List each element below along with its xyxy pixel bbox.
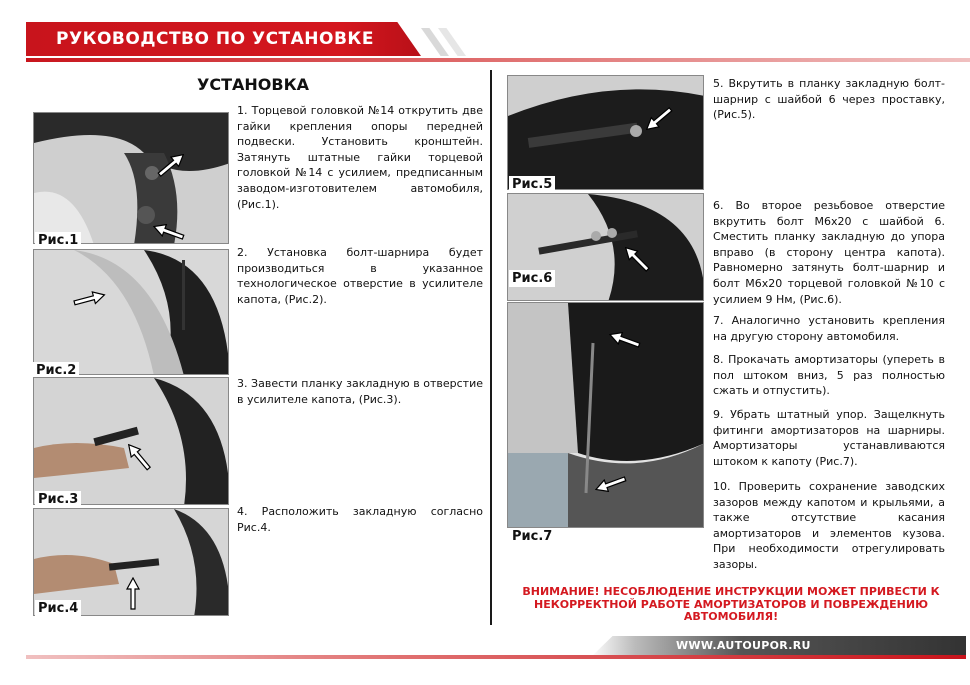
figure-1-label: Рис.1 (35, 232, 81, 249)
figure-2-label: Рис.2 (33, 362, 79, 379)
arrow-icon (126, 577, 140, 611)
footer-url[interactable]: WWW.AUTOUPOR.RU (676, 639, 811, 652)
page-title: РУКОВОДСТВО ПО УСТАНОВКЕ (56, 29, 374, 49)
step-6-text: 6. Во второе резьбовое отверстие вкрутить болт М6х20 с шайбой 6. Сместить планку закладную до упора вправо (в сторону центра капота). Равномерно затянуть болт-шарнир и болт М6х20 торцевой головкой №10 с усилием 9 Нм, (Рис.6). (713, 199, 945, 306)
step-4-text: 4. Расположить закладную согласно Рис.4. (237, 505, 483, 534)
step-10-text: 10. Проверить сохранение заводских зазоров между капотом и крыльями, а также отсутствие касания амортизаторов и элементов кузова. При необходимости отрегулировать зазоры. (713, 480, 945, 571)
step-7-text: 7. Аналогично установить крепления на другую сторону автомобиля. (713, 314, 945, 343)
step-3-text: 3. Завести планку закладную в отверстие в усилителе капота, (Рис.3). (237, 377, 483, 406)
figure-1-image (33, 112, 229, 244)
warning-text: ВНИМАНИЕ! НЕСОБЛЮДЕНИЕ ИНСТРУКЦИИ МОЖЕТ ПРИВЕСТИ К НЕКОРРЕКТНОЙ РАБОТЕ АМОРТИЗАТОРОВ И ПОВРЕЖДЕНИЮ АВТОМОБИЛЯ! (522, 585, 940, 623)
figure-7-image (507, 302, 704, 528)
figure-5-image (507, 75, 704, 190)
step-5-text: 5. Вкрутить в планку закладную болт-шарнир с шайбой 6 через проставку, (Рис.5). (713, 77, 945, 122)
step-9-text: 9. Убрать штатный упор. Защелкнуть фитинги амортизаторов на шарниры. Амортизаторы устанавливаются штоком к капоту (Рис.7). (713, 408, 945, 468)
section-title: УСТАНОВКА (197, 75, 310, 94)
footer-line (26, 655, 966, 659)
step-2-text: 2. Установка болт-шарнира будет производиться в указанное технологическое отверстие в усилителе капота, (Рис.2). (237, 246, 483, 306)
figure-3-label: Рис.3 (35, 491, 81, 508)
step-1-text: 1. Торцевой головкой №14 открутить две гайки крепления опоры передней подвески. Установить кронштейн. Затянуть штатные гайки торцевой головкой №14 с усилием, предписанным заводом-изготовителем автомобиля, (Рис.1). (237, 104, 483, 211)
banner-underline (26, 58, 970, 62)
step-8-text: 8. Прокачать амортизаторы (упереть в пол штоком вниз, 5 раз полностью сжать и отпустить). (713, 353, 945, 398)
figure-6-label: Рис.6 (509, 270, 555, 287)
header-banner (26, 14, 966, 64)
figure-7-label: Рис.7 (509, 528, 555, 545)
figure-4-label: Рис.4 (35, 600, 81, 617)
figure-2-image (33, 249, 229, 375)
column-divider (490, 70, 492, 625)
figure-5-label: Рис.5 (509, 176, 555, 193)
figure-3-image (33, 377, 229, 505)
